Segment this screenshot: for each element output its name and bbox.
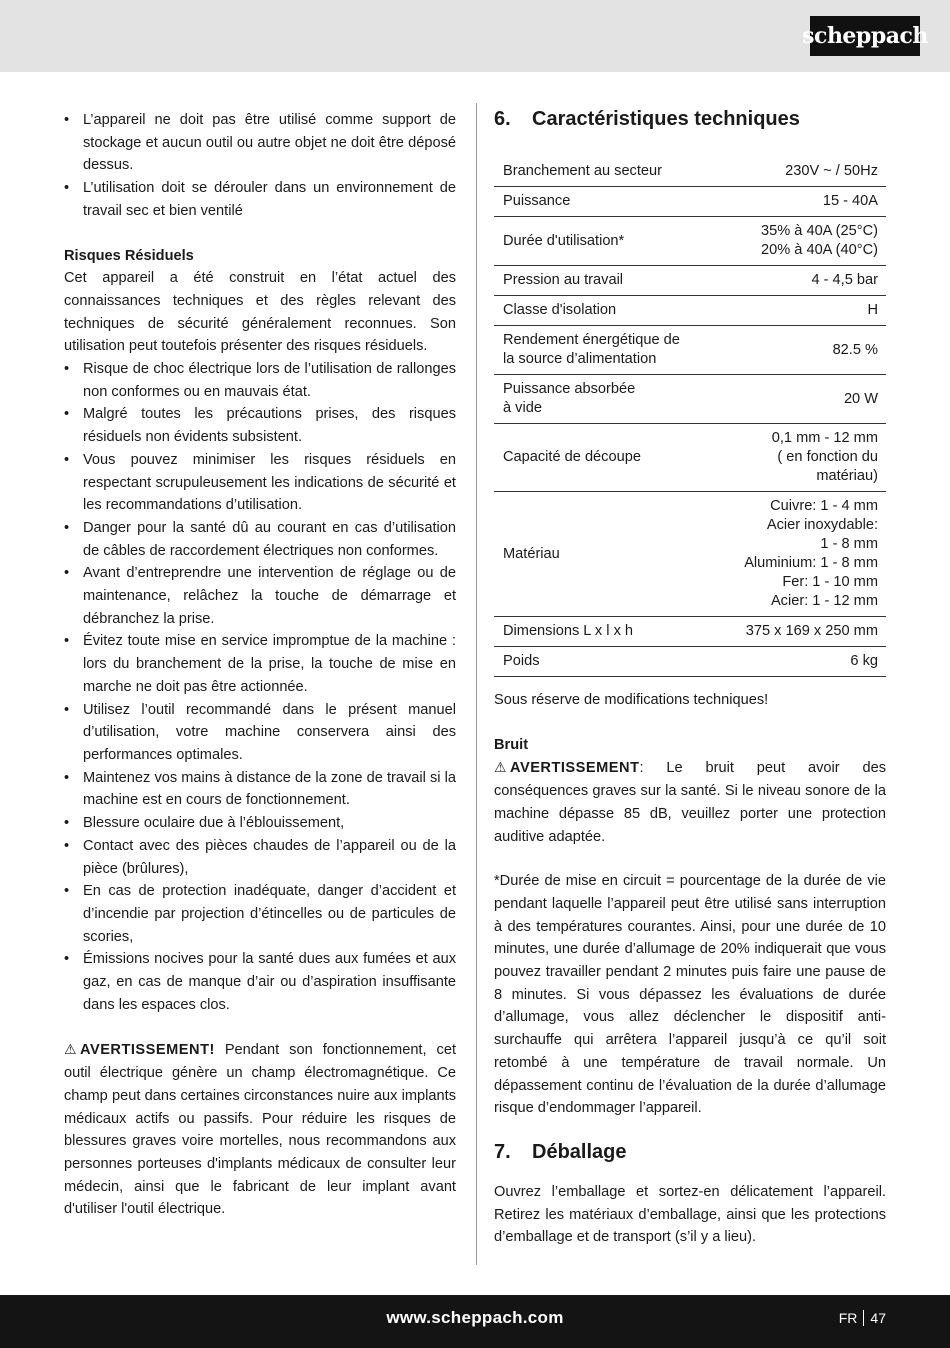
warning-text: Pendant son fonctionnement, cet outil électrique génère un champ électromagnétique. Ce champ peut dans certaines circonstances nuire aux implants médicaux actifs ou passifs. Pour réduire les risques de blessures graves voire mortelles, nous recommandons aux personnes porteuses d'implants médicaux de consulter leur médecin, ainsi que le fabricant de leur implant avant d'utiliser l'outil électrique. [64, 1042, 456, 1218]
spec-value: Cuivre: 1 - 4 mm Acier inoxydable: 1 - 8 mm Aluminium: 1 - 8 mm Fer: 1 - 10 mm Acier: 1 - 12 mm [714, 492, 886, 617]
list-item: • Utilisez l’outil recommandé dans le présent manuel d’utilisation, votre machine conservera ainsi des performances optimales. [64, 699, 456, 767]
noise-heading: Bruit [494, 736, 529, 753]
section-number: 7. [494, 1140, 511, 1163]
table-row [494, 187, 886, 217]
table-row [494, 617, 886, 647]
language-code: FR [838, 1310, 858, 1326]
reserve-note: Sous réserve de modifications techniques! [494, 692, 769, 708]
list-item: • En cas de protection inadéquate, danger d’accident et d’incendie par projection d’étincelles ou de particules de scories, [64, 880, 456, 948]
list-item: • Émissions nocives pour la santé dues aux fumées et aux gaz, en cas de manque d’air ou d’aspiration insuffisante dans les espaces clos. [64, 948, 456, 1016]
duty-cycle-note: *Durée de mise en circuit = pourcentage de la durée de vie pendant laquelle l’appareil peut être utilisé sans interruption à des températures courantes. Ainsi, pour une durée de 10 minutes, une durée d’allumage de 20% indiquerait que vous pouvez travailler pendant 2 minutes puis faire une pause de 8 minutes. Si vous dépassez les évaluations de durée d’allumage, vous allez déclencher le dispositif anti-surchauffe qui arrêtera l’appareil jusqu’à ce qu’il soit retombé à une température de travail normale. Un dépassement continu de l’évaluation de la durée d’allumage risque d’endommager l’appareil. [494, 873, 886, 1117]
spec-label: Capacité de découpe [494, 424, 714, 492]
separator [863, 1310, 864, 1326]
spec-value: 15 - 40A [714, 187, 886, 217]
residual-risks-list [64, 358, 456, 1016]
spec-value: 230V ~ / 50Hz [714, 157, 886, 187]
section-6-heading [494, 105, 886, 133]
spec-value: 35% à 40A (25°C) 20% à 40A (40°C) [714, 217, 886, 266]
page-number: 47 [870, 1310, 886, 1326]
table-row [494, 266, 886, 296]
table-row [494, 157, 886, 187]
spec-label: Dimensions L x l x h [494, 617, 714, 647]
website-link[interactable]: www.scheppach.com [386, 1308, 564, 1327]
spec-label: Poids [494, 647, 714, 677]
spec-value: 6 kg [714, 647, 886, 677]
spec-value: H [714, 296, 886, 326]
list-item: • Contact avec des pièces chaudes de l’appareil ou de la pièce (brûlures), [64, 835, 456, 880]
warning-label: AVERTISSEMENT [510, 760, 640, 777]
unpacking-text: Ouvrez l’emballage et sortez-en délicatement l’appareil. Retirez les matériaux d’emballage, ainsi que les protections d’emballage et de transport (s’il y a lieu). [494, 1183, 886, 1246]
spec-value: 0,1 mm - 12 mm ( en fonction du matériau) [714, 424, 886, 492]
section-number: 6. [494, 108, 511, 130]
residual-risks-heading: Risques Résiduels [64, 247, 194, 264]
table-row [494, 217, 886, 266]
page-indicator [839, 1310, 886, 1326]
table-row [494, 326, 886, 375]
table-row [494, 296, 886, 326]
spec-label: Matériau [494, 492, 714, 617]
spec-label: Puissance [494, 187, 714, 217]
top-bullet-list [64, 109, 456, 223]
spec-label: Durée d'utilisation* [494, 217, 714, 266]
spec-label: Pression au travail [494, 266, 714, 296]
right-column [494, 105, 886, 1249]
spec-value: 375 x 169 x 250 mm [714, 617, 886, 647]
noise-warning-paragraph [494, 756, 886, 848]
spec-value: 82.5 % [714, 326, 886, 375]
left-column [64, 109, 456, 1221]
footer-bar [0, 1295, 950, 1348]
column-divider [476, 103, 477, 1265]
list-item: • Malgré toutes les précautions prises, des risques résiduels non évidents subsistent. [64, 403, 456, 448]
list-item: • Maintenez vos mains à distance de la zone de travail si la machine est en cours de fonctionnement. [64, 767, 456, 812]
section-title: Caractéristiques techniques [532, 108, 800, 130]
list-item: • L’utilisation doit se dérouler dans un environnement de travail sec et bien ventilé [64, 177, 456, 222]
warning-triangle-icon: ⚠ [64, 1041, 77, 1058]
list-item: • L’appareil ne doit pas être utilisé comme support de stockage et aucun outil ou autre objet ne doit être déposé dessus. [64, 109, 456, 177]
emf-warning-paragraph [64, 1038, 456, 1221]
spec-label: Classe d'isolation [494, 296, 714, 326]
section-7-heading [494, 1138, 886, 1166]
list-item: • Vous pouvez minimiser les risques résiduels en respectant scrupuleusement les indications de sécurité et les recommandations d’utilisation. [64, 449, 456, 517]
list-item: • Danger pour la santé dû au courant en cas d’utilisation de câbles de raccordement électriques non conformes. [64, 517, 456, 562]
spec-value: 20 W [714, 375, 886, 424]
warning-triangle-icon: ⚠ [494, 759, 507, 776]
scheppach-logo: scheppach [810, 16, 920, 56]
list-item: • Évitez toute mise en service impromptue de la machine : lors du branchement de la prise, la touche de mise en marche ne doit pas être actionnée. [64, 630, 456, 698]
table-row [494, 375, 886, 424]
table-row [494, 647, 886, 677]
warning-label: AVERTISSEMENT! [80, 1042, 215, 1059]
spec-label: Branchement au secteur [494, 157, 714, 187]
section-title: Déballage [532, 1140, 627, 1163]
spec-label: Rendement énergétique de la source d’alimentation [494, 326, 714, 375]
table-row [494, 424, 886, 492]
specs-table [494, 157, 886, 677]
residual-risks-intro: Cet appareil a été construit en l’état actuel des connaissances techniques et des règles relevant des techniques de sécurité généralement reconnues. Son utilisation peut toutefois présenter des risques résiduels. [64, 270, 456, 355]
list-item: • Risque de choc électrique lors de l’utilisation de rallonges non conformes ou en mauvais état. [64, 358, 456, 403]
spec-value: 4 - 4,5 bar [714, 266, 886, 296]
list-item: • Avant d’entreprendre une intervention de réglage ou de maintenance, relâchez la touche de démarrage et débranchez la prise. [64, 562, 456, 630]
table-row [494, 492, 886, 617]
spec-label: Puissance absorbée à vide [494, 375, 714, 424]
list-item: • Blessure oculaire due à l’éblouissement, [64, 812, 456, 835]
warning-text: : Le bruit peut avoir des conséquences graves sur la santé. Si le niveau sonore de la machine dépasse 85 dB, veuillez porter une protection auditive adaptée. [494, 760, 886, 845]
header-bar [0, 0, 950, 72]
